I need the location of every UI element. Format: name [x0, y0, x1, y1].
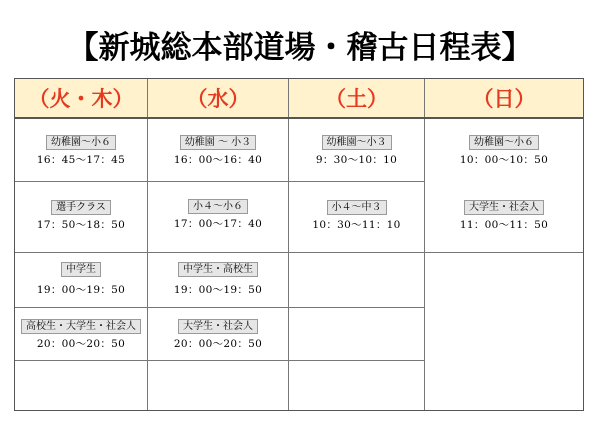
class-time: 10：00～10：50	[459, 154, 549, 166]
row-divider	[15, 360, 424, 361]
slot-wed-2	[148, 199, 288, 231]
header-sat: （土）	[289, 79, 424, 117]
class-label: 幼稚園～小６	[46, 135, 116, 150]
slot-wed-1	[148, 135, 288, 167]
slot-wed-4	[148, 319, 288, 351]
class-label: 幼稚園～小３	[322, 135, 392, 150]
slot-wed-3	[148, 262, 288, 297]
class-time: 20：00～20：50	[36, 338, 126, 350]
slot-sun-2	[425, 200, 583, 232]
class-label: 大学生・社会人	[178, 319, 258, 334]
slot-sun-1	[425, 135, 583, 167]
class-time: 17：50～18：50	[36, 219, 126, 231]
class-label: 大学生・社会人	[464, 200, 544, 215]
class-label: 小４～中３	[327, 200, 387, 215]
class-time: 17：00～17：40	[173, 218, 263, 230]
class-time: 11：00～11：50	[459, 219, 549, 231]
schedule-table	[14, 78, 584, 411]
class-label: 中学生・高校生	[178, 262, 258, 277]
class-label: 高校生・大学生・社会人	[21, 319, 141, 334]
slot-sat-1	[289, 135, 424, 167]
class-label: 小４～小６	[188, 199, 248, 214]
class-label: 選手クラス	[51, 200, 111, 215]
class-time: 19：00～19：50	[173, 284, 263, 296]
header-sun: （日）	[425, 79, 583, 117]
class-time: 16：45～17：45	[36, 154, 126, 166]
header-wed: （水）	[148, 79, 288, 117]
class-label: 中学生	[61, 262, 101, 277]
class-time: 10：30～11：10	[312, 219, 401, 231]
class-time: 20：00～20：50	[173, 338, 263, 350]
slot-tue-thu-3	[15, 262, 147, 297]
header-divider	[15, 117, 583, 119]
row-divider	[15, 181, 424, 182]
class-time: 19：00～19：50	[36, 284, 126, 296]
class-time: 16：00～16：40	[173, 154, 263, 166]
class-label: 幼稚園 ～ 小３	[180, 135, 256, 150]
slot-tue-thu-1	[15, 135, 147, 167]
class-time: 9：30～10：10	[315, 154, 398, 166]
class-label: 幼稚園～小６	[469, 135, 539, 150]
slot-tue-thu-2	[15, 200, 147, 232]
row-divider	[15, 252, 583, 253]
column-divider	[424, 79, 425, 410]
slot-tue-thu-4	[15, 319, 147, 351]
slot-sat-2	[289, 200, 424, 232]
schedule-title: 【新城総本部道場・稽古日程表】	[67, 30, 533, 66]
row-divider	[15, 307, 424, 308]
header-tue-thu: （火・木）	[15, 79, 147, 117]
